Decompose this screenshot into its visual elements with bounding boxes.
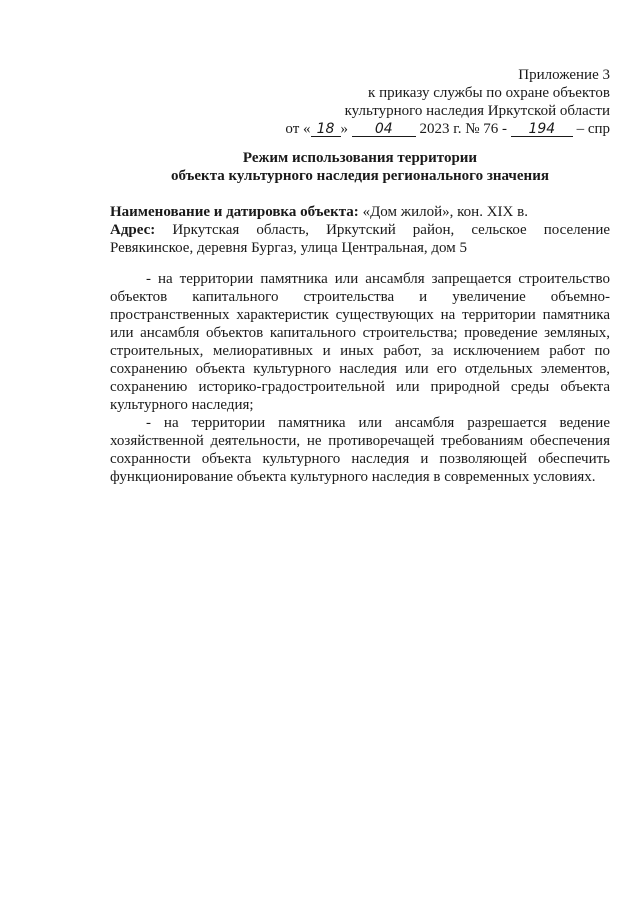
appendix-header <box>250 66 610 138</box>
object-name-value: «Дом жилой», кон. XIX в. <box>362 204 528 220</box>
object-info <box>110 203 610 257</box>
appendix-authority: культурного наследия Иркутской области <box>344 103 610 119</box>
handwritten-day: 18 <box>311 122 341 137</box>
date-prefix: от « <box>285 121 311 137</box>
object-address-row <box>110 221 610 257</box>
order-date-line <box>250 120 610 138</box>
appendix-order-ref: к приказу службы по охране объектов <box>368 85 610 101</box>
appendix-number: Приложение 3 <box>518 67 610 83</box>
title-line-2: объекта культурного наследия регионального значения <box>171 168 549 184</box>
order-suffix: – спр <box>576 121 610 137</box>
object-address-label: Адрес: <box>110 222 156 238</box>
handwritten-month: 04 <box>352 122 416 137</box>
title-line-1: Режим использования территории <box>242 150 478 166</box>
object-address-value: Иркутская область, Иркутский район, сельское поселение Ревякинское, деревня Бургаз, улица Центральная, дом 5 <box>110 222 611 256</box>
object-name-label: Наименование и датировка объекта: <box>110 204 359 220</box>
object-name-row <box>110 203 610 221</box>
permission-paragraph: - на территории памятника или ансамбля разрешается ведение хозяйственной деятельности, не противоречащей требованиям обеспечения сохранности объекта культурного наследия и позволяющей обеспечить функционирование объекта культурного наследия в современных условиях. <box>110 415 610 485</box>
handwritten-order-number: 194 <box>511 122 573 137</box>
document-title <box>100 149 620 185</box>
date-year-number: 2023 г. № 76 - <box>419 121 508 137</box>
date-sep: » <box>340 121 349 137</box>
prohibition-paragraph: - на территории памятника или ансамбля запрещается строительство объектов капитального строительства и увеличение объемно-пространственных характеристик существующих на территории памятника или ансамбля объектов капитального строительства; проведение земляных, строительных, мелиоративных и иных работ, за исключением работ по сохранению объекта культурного наследия или его отдельных элементов, сохранению историко-градостроительной или природной среды объекта культурного наследия; <box>110 271 610 413</box>
regime-text <box>110 270 610 486</box>
